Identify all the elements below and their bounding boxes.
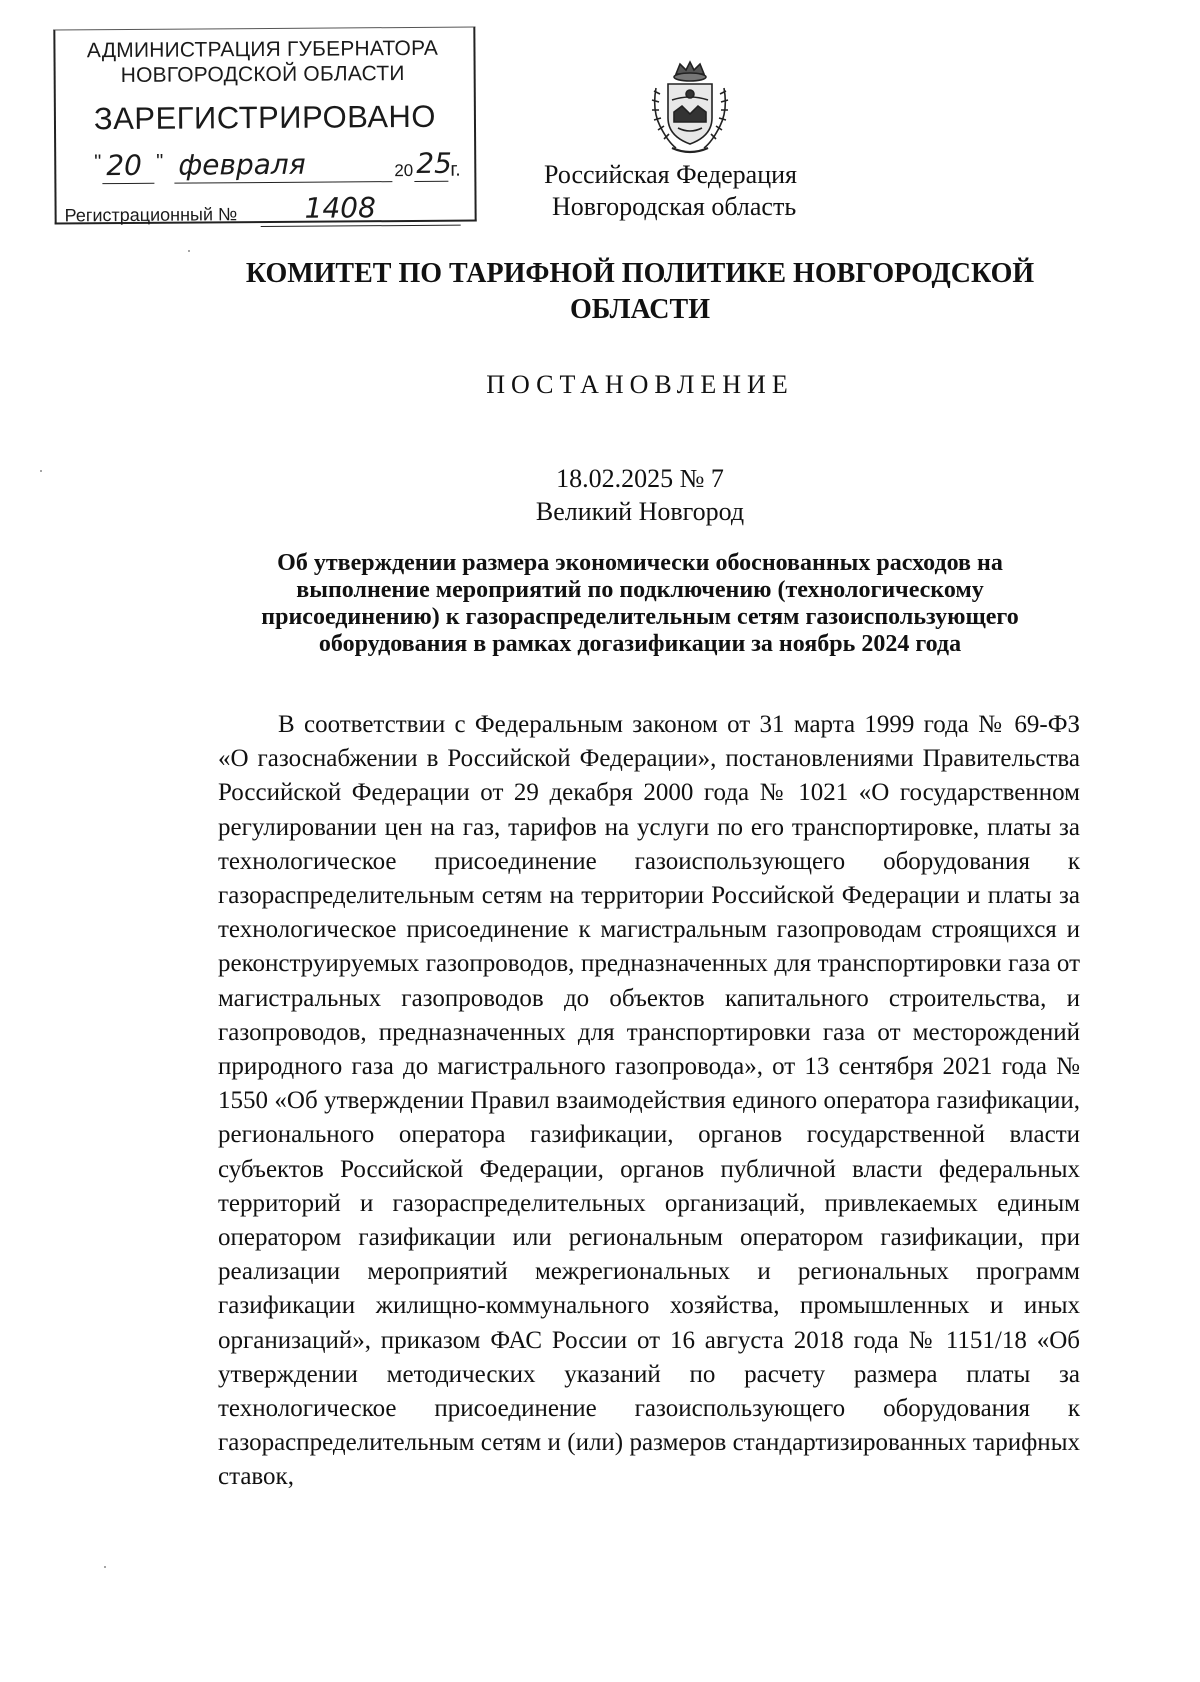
country-name: Российская Федерация — [544, 160, 797, 189]
coat-of-arms-icon — [646, 60, 734, 158]
stamp-number-handwritten: 1408 — [304, 191, 376, 225]
region-name: Новгородская область — [552, 192, 797, 221]
stamp-day-underline — [102, 183, 154, 184]
stamp-day-handwritten: 20 — [106, 148, 143, 183]
stamp-year-handwritten: 25 — [416, 146, 453, 180]
stamp-number-underline — [261, 225, 461, 227]
stamp-month-handwritten: февраля — [178, 147, 306, 182]
stamp-date-row — [94, 147, 464, 190]
stamp-number-label: Регистрационный № — [64, 204, 238, 226]
stamp-org-line1: АДМИНИСТРАЦИЯ ГУБЕРНАТОРА — [86, 36, 439, 63]
stamp-org-line2: НОВГОРОДСКОЙ ОБЛАСТИ — [120, 62, 405, 88]
stamp-number-row — [64, 191, 465, 228]
stamp-registered-label: ЗАРЕГИСТРИРОВАНО — [93, 98, 437, 137]
scan-speck — [40, 470, 42, 472]
stamp-quote-close: " — [156, 150, 164, 173]
stamp-year-underline — [414, 181, 448, 182]
stamp-year-unit: г. — [450, 158, 461, 181]
stamp-quote-open: " — [94, 151, 102, 174]
document-date-number: 18.02.2025 № 7 — [556, 464, 724, 493]
scan-speck — [188, 250, 190, 252]
document-body: В соответствии с Федеральным законом от 31 марта 1999 года № 69-ФЗ «О газоснабжении в Российской Федерации», постановлениями Правительства Российской Федерации от 29 декабря 2000 года № 1021 «О государственном регулировании цен на газ, тарифов на услуги по его транспортировке, платы за технологическое присоединение газоиспользующего оборудования к газораспределительным сетям на территории Российской Федерации и платы за технологическое присоединение к магистральным газопроводам строящихся и реконструируемых газопроводов, предназначенных для транспортировки газа от магистральных газопроводов до объектов капитального строительства, и газопроводов, предназначенных для транспортировки газа от месторождений природного газа до магистрального газопровода», от 13 сентября 2021 года № 1550 «Об утверждении Правил взаимодействия единого оператора газификации, регионального оператора газификации, органов государственной власти субъектов Российской Федерации, органов публичной власти федеральных территорий и газораспределительных организаций, привлекаемых единым оператором газификации или региональным оператором газификации, при реализации мероприятий межрегиональных и региональных программ газификации жилищно-коммунального хозяйства, промышленных и иных организаций», приказом ФАС России от 16 августа 2018 года № 1151/18 «Об утверждении методических указаний по расчету размера платы за технологическое присоединение газоиспользующего оборудования к газораспределительным сетям и (или) размеров стандартизированных тарифных ставок, — [218, 711, 1080, 1491]
document-subject: Об утверждении размера экономически обоснованных расходов на выполнение мероприятий по подключению (технологическому присоединению) к газораспределительным сетям газоиспользующего оборудования в рамках догазификации за ноябрь 2024 года — [261, 550, 1019, 657]
document-type: ПОСТАНОВЛЕНИЕ — [486, 370, 794, 399]
registration-stamp — [53, 27, 476, 226]
stamp-year-prefix: 20 — [394, 160, 414, 181]
stamp-month-underline — [174, 181, 392, 184]
committee-title: КОМИТЕТ ПО ТАРИФНОЙ ПОЛИТИКЕ НОВГОРОДСКОЙ ОБЛАСТИ — [245, 258, 1035, 325]
scan-speck — [104, 1566, 106, 1568]
document-city: Великий Новгород — [535, 497, 745, 526]
